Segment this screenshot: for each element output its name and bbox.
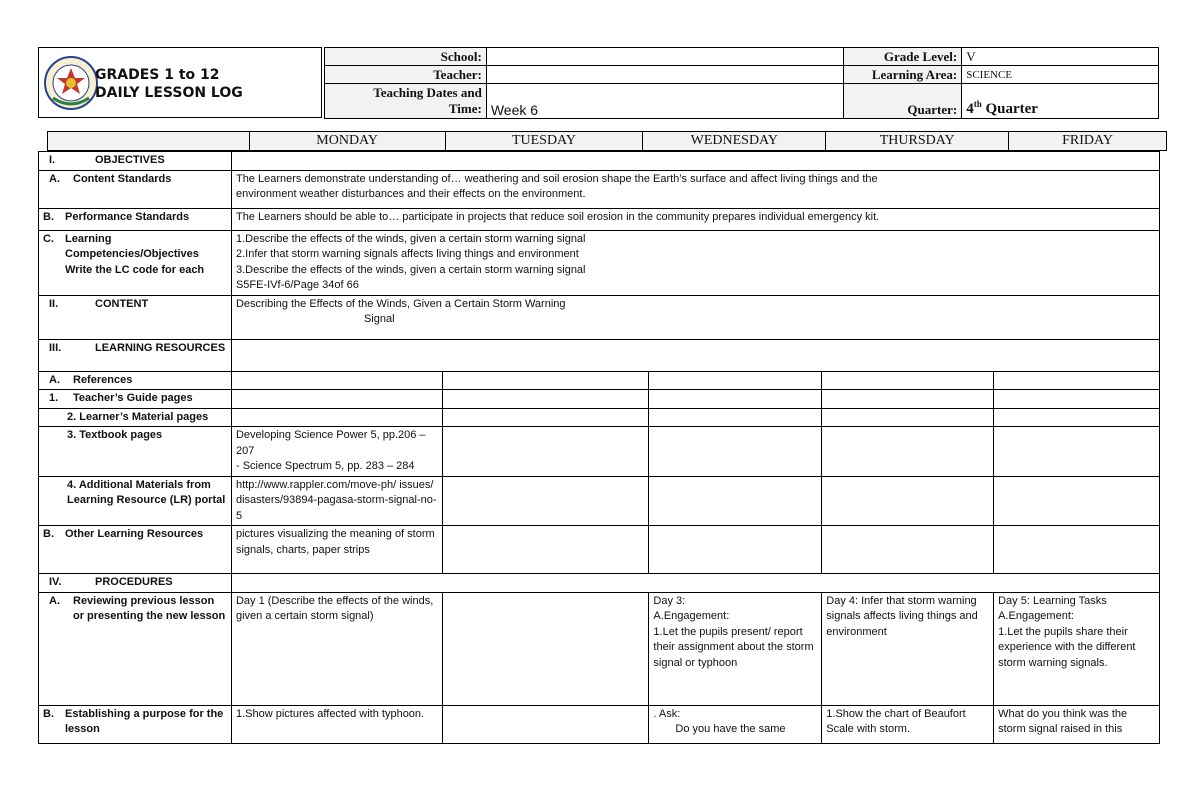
deped-seal-icon [43,54,99,112]
other-resources-monday[interactable]: pictures visualizing the meaning of storm signals, charts, paper strips [231,526,442,574]
textbook-thursday[interactable] [822,427,994,477]
row-teachers-guide [39,390,1160,409]
day-header-friday: FRIDAY [1009,132,1167,151]
row-label [39,339,232,371]
additional-materials-monday[interactable]: http://www.rappler.com/move-ph/ issues/disasters/93894-pagasa-storm-signal-no-5 [231,476,442,526]
other-resources-thursday[interactable] [822,526,994,574]
row-title: 2. Learner’s Material pages [39,408,232,427]
learners-material-monday[interactable] [231,408,442,427]
row-procedures [39,574,1160,593]
page-title [95,66,315,102]
teaching-dates-label-line-2: Time: [448,101,482,116]
content-standards-cell[interactable]: The Learners demonstrate understanding of… weathering and soil erosion shape the Earth’s surface and affect living things and the environment weather disturbances and their effects on the environment. [231,170,1159,208]
row-title: Teacher’s Guide pages [73,392,193,404]
row-label [39,526,232,574]
row-label [39,390,232,409]
header-logo-box [38,47,322,118]
objectives-cell[interactable] [231,152,1159,171]
teaching-dates-field[interactable]: Week 6 [486,84,843,119]
row-establishing-purpose [39,705,1160,743]
day-header-tuesday: TUESDAY [445,132,643,151]
row-references [39,371,1160,390]
row-performance-standards [39,208,1160,230]
purpose-wednesday[interactable] [649,705,822,743]
reviewing-thursday[interactable]: Day 4: Infer that storm warning signals affects living things and environment [822,592,994,705]
day-header-monday: MONDAY [249,132,445,151]
reviewing-tuesday[interactable] [442,592,649,705]
row-number: A. [49,373,60,386]
procedures-cell[interactable] [231,574,1159,593]
references-wednesday[interactable] [649,371,822,390]
row-title: 4. Additional Materials from Learning Resource (LR) portal [39,476,232,526]
references-thursday[interactable] [822,371,994,390]
row-content-standards [39,170,1160,208]
title-line-2: DAILY LESSON LOG [95,85,243,101]
references-tuesday[interactable] [442,371,649,390]
row-title: CONTENT [95,297,149,310]
references-friday[interactable] [994,371,1160,390]
row-number: B. [43,707,54,720]
learners-material-friday[interactable] [994,408,1160,427]
purpose-monday[interactable]: 1.Show pictures affected with typhoon. [231,705,442,743]
reviewing-wednesday[interactable]: Day 3: A.Engagement: 1.Let the pupils present/ report their assignment about the storm signal or typhoon [649,592,822,705]
row-title: Content Standards [73,172,172,185]
content-line-1: Describing the Effects of the Winds, Given a Certain Storm Warning [235,297,566,310]
row-textbook [39,427,1160,477]
row-reviewing-lesson [39,592,1160,705]
purpose-thursday[interactable]: 1.Show the chart of Beaufort Scale with storm. [822,705,994,743]
row-number: A. [49,594,60,607]
row-number: B. [43,210,54,223]
additional-materials-wednesday[interactable] [649,476,822,526]
additional-materials-friday[interactable] [994,476,1160,526]
teachers-guide-tuesday[interactable] [442,390,649,409]
row-number: B. [43,528,54,540]
content-cell[interactable] [231,295,1159,339]
teaching-dates-label-line-1: Teaching Dates and [373,85,482,100]
header-info-table [324,47,1159,119]
row-title: Performance Standards [65,210,190,223]
row-content [39,295,1160,339]
row-learning-resources [39,339,1160,371]
row-number: IV. [49,576,62,588]
learning-area-field[interactable]: SCIENCE [962,66,1159,84]
row-label [39,230,232,295]
learners-material-tuesday[interactable] [442,408,649,427]
other-resources-wednesday[interactable] [649,526,822,574]
other-resources-friday[interactable] [994,526,1160,574]
day-header-wednesday: WEDNESDAY [643,132,826,151]
day-header-blank [48,132,250,151]
row-title: Learning Competencies/Objectives Write the LC code for each [65,232,205,276]
competencies-cell[interactable] [231,230,1159,295]
row-label [39,295,232,339]
learning-resources-cell[interactable] [231,339,1159,371]
competency-line: 3.Describe the effects of the winds, given a certain storm warning signal [235,263,586,276]
row-learners-material [39,408,1160,427]
row-title: Reviewing previous lesson or presenting the new lesson [73,594,226,622]
additional-materials-thursday[interactable] [822,476,994,526]
purpose-wednesday-line-2: Do you have the same [675,723,786,735]
row-competencies [39,230,1160,295]
learners-material-thursday[interactable] [822,408,994,427]
lc-code: S5FE-IVf-6/Page 34of 66 [235,279,359,291]
references-monday[interactable] [231,371,442,390]
learning-area-label: Learning Area: [844,66,962,84]
row-label [39,170,232,208]
quarter-number: 4 [966,101,974,117]
row-label [39,371,232,390]
teacher-label: Teacher: [325,66,487,84]
reviewing-monday[interactable]: Day 1 (Describe the effects of the winds, given a certain storm signal) [231,592,442,705]
row-number: 1. [49,392,59,404]
school-label: School: [325,48,487,66]
other-resources-tuesday[interactable] [442,526,649,574]
row-number: III. [49,341,62,354]
performance-standards-cell[interactable]: The Learners should be able to… participate in projects that reduce soil erosion in the community prepares individual emergency kit. [231,208,1159,230]
row-additional-materials [39,476,1160,526]
day-header-thursday: THURSDAY [826,132,1009,151]
quarter-word: Quarter [981,101,1038,117]
row-label [39,208,232,230]
row-title: OBJECTIVES [95,154,165,166]
teachers-guide-friday[interactable] [994,390,1160,409]
row-objectives [39,152,1160,171]
competency-line: 1.Describe the effects of the winds, given a certain storm warning signal [235,232,586,245]
textbook-tuesday[interactable] [442,427,649,477]
additional-materials-tuesday[interactable] [442,476,649,526]
row-title: PROCEDURES [95,576,173,588]
teachers-guide-wednesday[interactable] [649,390,822,409]
day-header-row [47,131,1167,151]
purpose-wednesday-line-1: . Ask: [653,707,681,720]
teacher-field[interactable] [486,66,843,84]
quarter-label: Quarter: [844,84,962,119]
row-title: Establishing a purpose for the lesson [65,707,224,735]
grade-level-label: Grade Level: [844,48,962,66]
competency-line: 2.Infer that storm warning signals affects living things and environment [235,248,579,260]
textbook-wednesday[interactable] [649,427,822,477]
row-number: I. [49,154,56,166]
lesson-log-table [38,151,1160,744]
row-label [39,152,232,171]
title-line-1: GRADES 1 to 12 [95,67,220,83]
quarter-field[interactable] [962,84,1159,119]
content-line-2: Signal [363,313,395,325]
row-number: C. [43,232,54,245]
row-title: 3. Textbook pages [39,427,232,477]
teaching-dates-label [325,84,487,119]
reviewing-friday[interactable]: Day 5: Learning Tasks A.Engagement: 1.Let the pupils share their experience with the different storm warning signals. [994,592,1160,705]
teachers-guide-thursday[interactable] [822,390,994,409]
learners-material-wednesday[interactable] [649,408,822,427]
textbook-monday[interactable]: Developing Science Power 5, pp.206 – 207 - Science Spectrum 5, pp. 283 – 284 [231,427,442,477]
school-field[interactable] [486,48,843,66]
row-label [39,592,232,705]
row-number: II. [49,297,59,310]
quarter-suffix: th [973,99,982,109]
row-label [39,574,232,593]
purpose-friday[interactable]: What do you think was the storm signal raised in this [994,705,1160,743]
purpose-tuesday[interactable] [442,705,649,743]
row-number: A. [49,172,60,185]
row-label [39,705,232,743]
grade-level-field[interactable]: V [962,48,1159,66]
row-other-resources [39,526,1160,574]
row-title: References [73,373,133,386]
teachers-guide-monday[interactable] [231,390,442,409]
row-title: LEARNING RESOURCES [95,341,226,354]
row-title: Other Learning Resources [65,528,204,540]
textbook-friday[interactable] [994,427,1160,477]
